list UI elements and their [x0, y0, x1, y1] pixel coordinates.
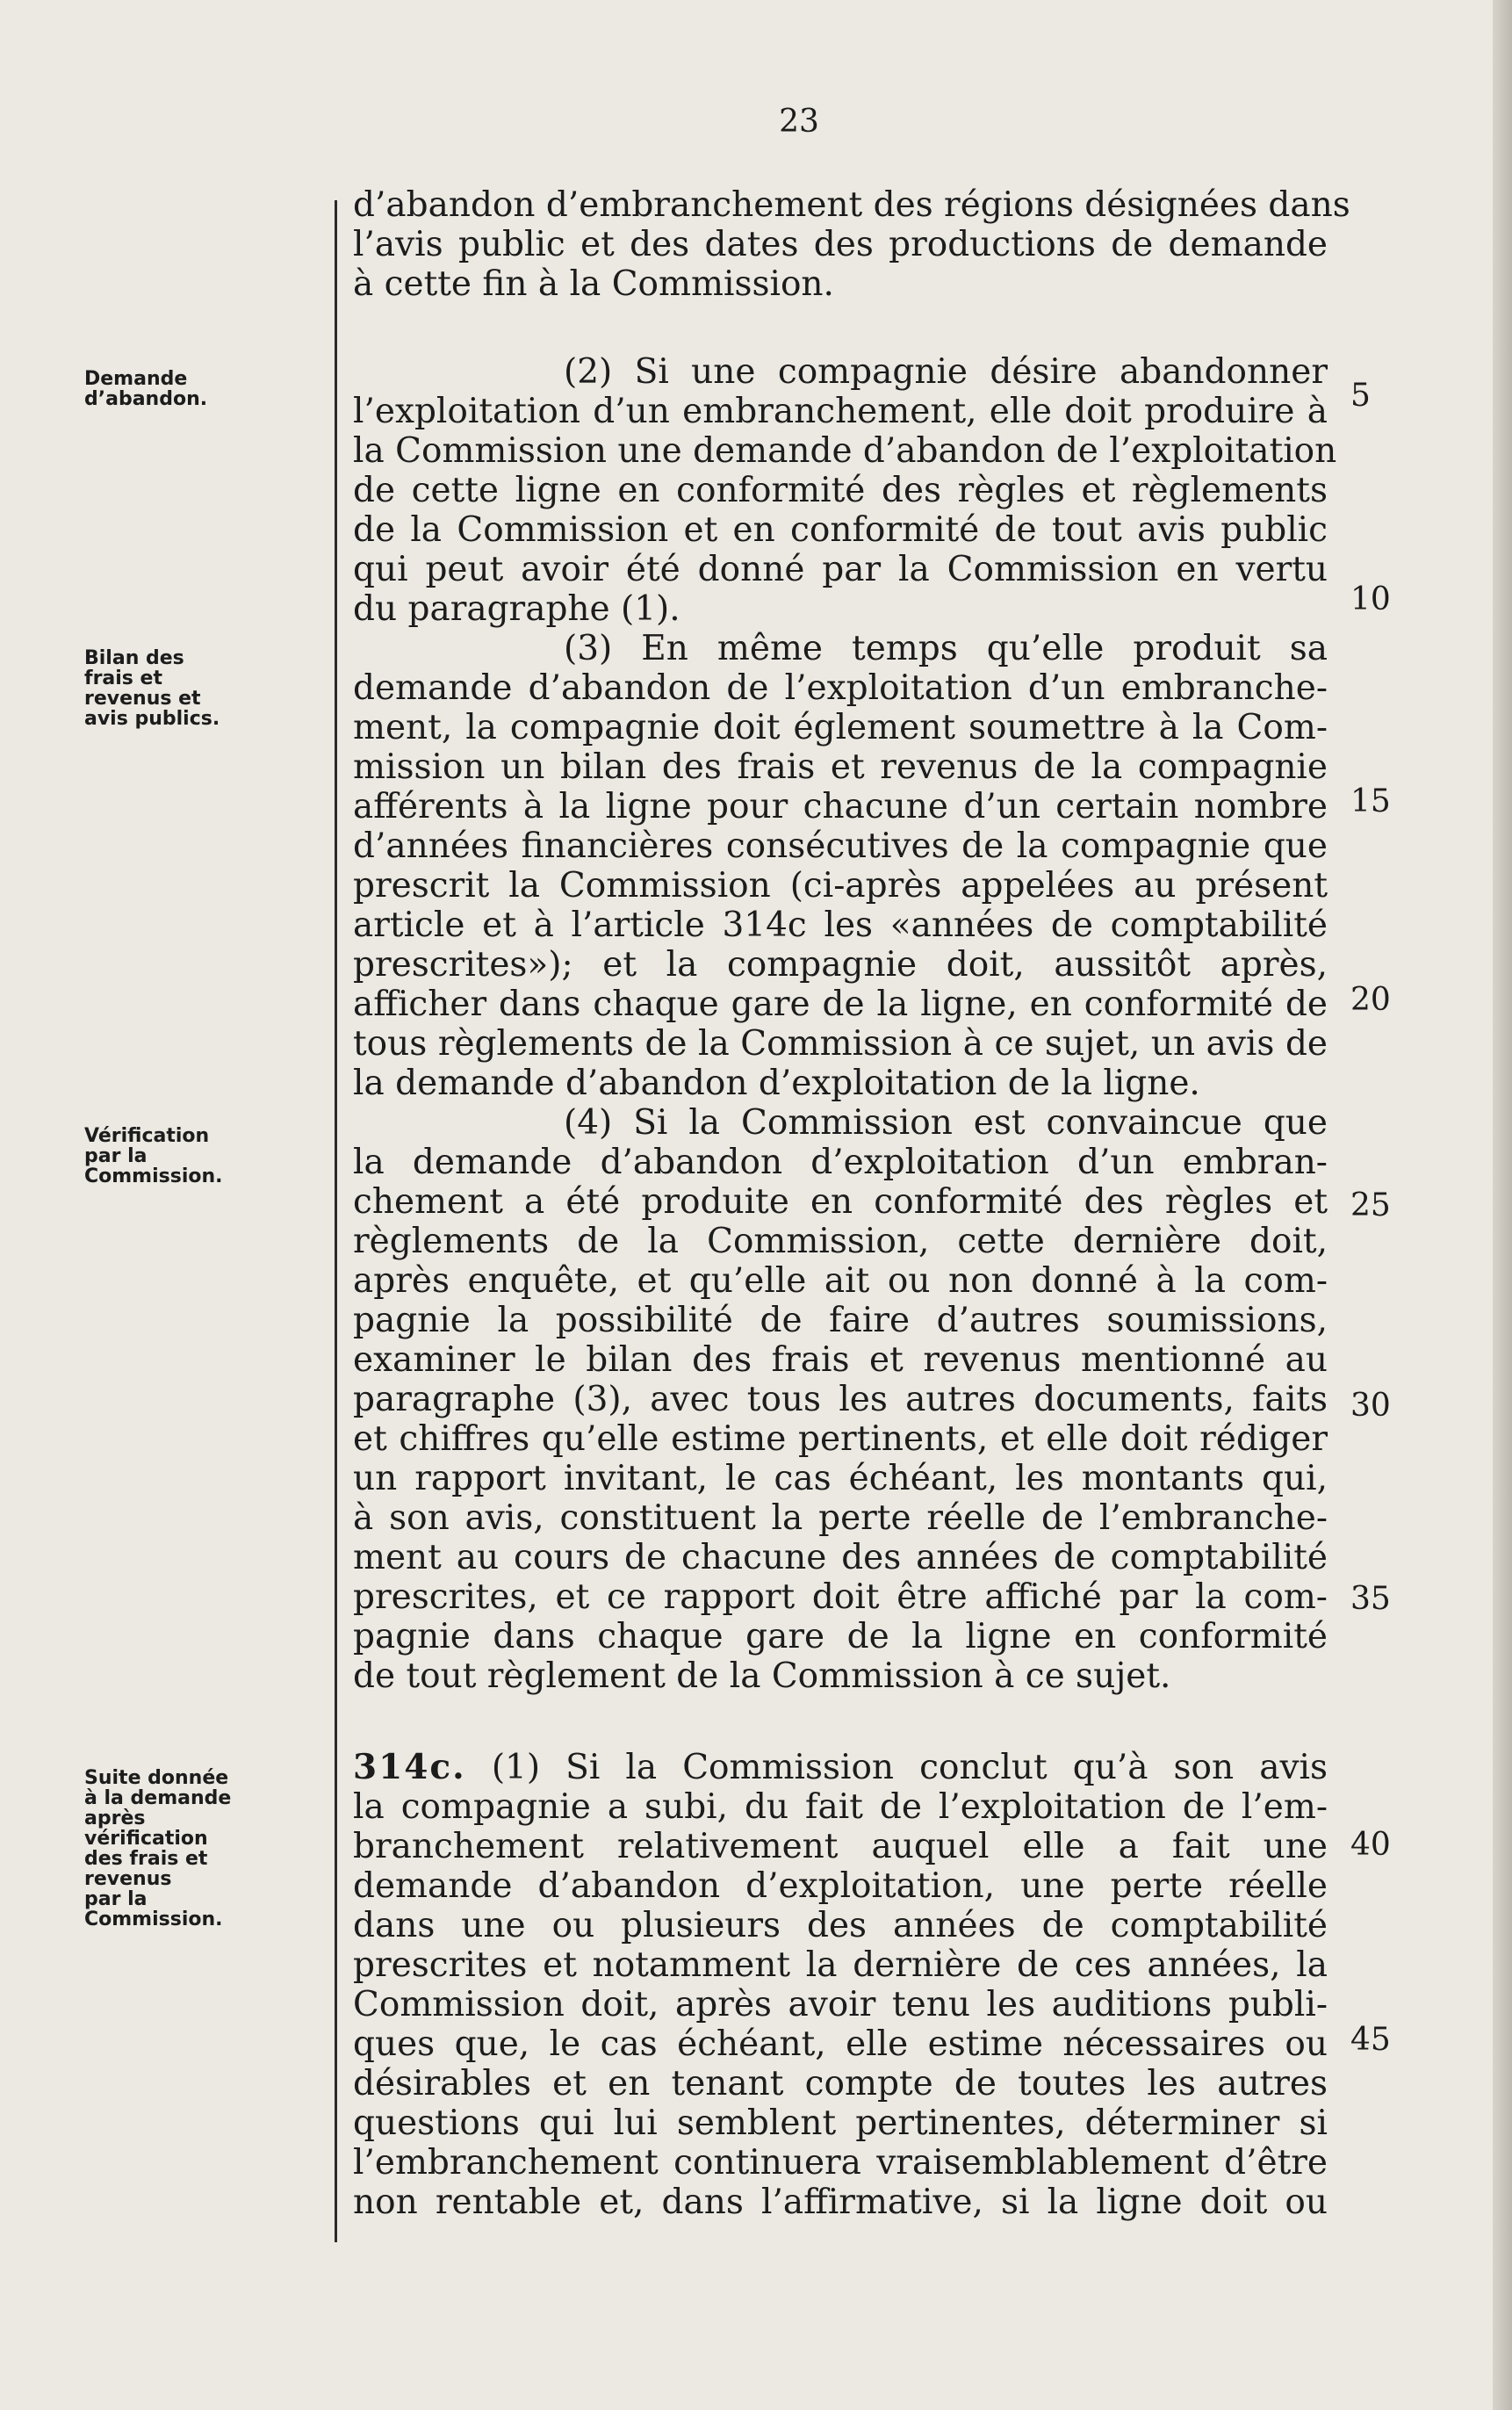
line-number: 10: [1350, 581, 1391, 617]
text-line: prescrites»); et la compagnie doit, aussitôt après,: [353, 945, 1328, 985]
text-line: la Commission une demande d’abandon de l’exploitation: [353, 431, 1337, 471]
text-line: ment, la compagnie doit églement soumettre à la Com-: [353, 708, 1328, 747]
text-line: l’embranchement continuera vraisemblablement d’être: [353, 2143, 1328, 2183]
line-number: 20: [1350, 982, 1391, 1018]
text-line: à son avis, constituent la perte réelle de l’embranche-: [353, 1498, 1328, 1538]
text-line: (4) Si la Commission est convaincue que: [564, 1103, 1328, 1143]
margin-note-line: vérification: [84, 1828, 208, 1850]
line-number: 35: [1350, 1581, 1391, 1617]
margin-note-line: après: [84, 1808, 146, 1829]
text-line: pagnie dans chaque gare de la ligne en conformité: [353, 1617, 1328, 1656]
text-line: branchement relativement auquel elle a fait une: [353, 1827, 1328, 1866]
text-line: [353, 1748, 1328, 1787]
text-line: après enquête, et qu’elle ait ou non donné à la com-: [353, 1261, 1328, 1301]
page-number: 23: [779, 104, 819, 140]
text-line: (2) Si une compagnie désire abandonner: [564, 352, 1328, 392]
margin-note-line: Commission.: [84, 1165, 223, 1187]
margin-note-line: par la: [84, 1145, 148, 1167]
text-line: à cette fin à la Commission.: [353, 264, 834, 304]
text-line: l’exploitation d’un embranchement, elle doit produire à: [353, 392, 1328, 431]
paragraph-continuation: [353, 185, 1350, 304]
margin-rule: [335, 200, 337, 2242]
text-line: afficher dans chaque gare de la ligne, en conformité de: [353, 985, 1328, 1024]
text-line: paragraphe (3), avec tous les autres documents, faits: [353, 1380, 1328, 1419]
text-line: dans une ou plusieurs des années de comptabilité: [353, 1906, 1328, 1945]
margin-note-line: à la demande: [84, 1787, 232, 1809]
margin-note-line: Demande: [84, 368, 188, 390]
page-edge: [1493, 0, 1512, 2410]
text-line: d’années financières consécutives de la compagnie que: [353, 826, 1328, 866]
text-line: demande d’abandon de l’exploitation d’un embranche-: [353, 668, 1328, 708]
text-line: mission un bilan des frais et revenus de la compagnie: [353, 747, 1328, 787]
text-line: ques que, le cas échéant, elle estime nécessaires ou: [353, 2024, 1328, 2064]
text-line: ment au cours de chacune des années de comptabilité: [353, 1538, 1328, 1577]
section-314c: [353, 1748, 1328, 2222]
text-line: prescrites et notamment la dernière de ces années, la: [353, 1945, 1328, 1985]
text-line: un rapport invitant, le cas échéant, les montants qui,: [353, 1459, 1328, 1498]
text-line: pagnie la possibilité de faire d’autres soumissions,: [353, 1301, 1328, 1340]
line-number: 15: [1350, 783, 1391, 819]
line-number: 5: [1350, 378, 1371, 414]
text-line: article et à l’article 314c les «années de comptabilité: [353, 906, 1328, 945]
margin-note-line: Vérification: [84, 1125, 210, 1147]
text-line: de cette ligne en conformité des règles et règlements: [353, 471, 1328, 510]
margin-note-demande: [84, 369, 260, 409]
text-line: examiner le bilan des frais et revenus mentionné au: [353, 1340, 1328, 1380]
text-line: l’avis public et des dates des productions de demande: [353, 225, 1328, 264]
margin-note-line: Suite donnée: [84, 1767, 229, 1789]
paragraph-4: [353, 1103, 1328, 1696]
text-line: d’abandon d’embranchement des régions désignées dans: [353, 185, 1350, 225]
line-number: 45: [1350, 2022, 1391, 2058]
margin-note-suite: [84, 1768, 260, 1930]
text-line: chement a été produite en conformité des règles et: [353, 1182, 1328, 1222]
margin-note-line: d’abandon.: [84, 388, 208, 410]
text-fragment: (1) Si la Commission conclut qu’à son avis: [491, 1748, 1328, 1787]
margin-note-line: Commission.: [84, 1909, 223, 1930]
line-number: 30: [1350, 1388, 1391, 1424]
margin-note-line: revenus et: [84, 688, 201, 710]
text-line: la compagnie a subi, du fait de l’exploitation de l’em-: [353, 1787, 1328, 1827]
margin-note-bilan: [84, 648, 260, 729]
margin-note-line: frais et: [84, 667, 162, 689]
line-number: 40: [1350, 1827, 1391, 1863]
text-line: règlements de la Commission, cette dernière doit,: [353, 1222, 1328, 1261]
margin-note-line: des frais et: [84, 1848, 208, 1870]
text-line: qui peut avoir été donné par la Commission en vertu: [353, 550, 1328, 589]
text-line: tous règlements de la Commission à ce sujet, un avis de: [353, 1024, 1328, 1064]
text-line: et chiffres qu’elle estime pertinents, et elle doit rédiger: [353, 1419, 1328, 1459]
text-line: la demande d’abandon d’exploitation d’un embran-: [353, 1143, 1328, 1182]
text-line: afférents à la ligne pour chacune d’un certain nombre: [353, 787, 1328, 826]
text-line: de tout règlement de la Commission à ce sujet.: [353, 1656, 1171, 1696]
paragraph-3: [353, 629, 1328, 1103]
section-number: 314c.: [353, 1747, 466, 1787]
margin-note-line: revenus: [84, 1868, 172, 1890]
text-line: de la Commission et en conformité de tout avis public: [353, 510, 1328, 550]
text-line: prescrites, et ce rapport doit être affiché par la com-: [353, 1577, 1328, 1617]
text-line: désirables et en tenant compte de toutes les autres: [353, 2064, 1328, 2103]
text-line: (3) En même temps qu’elle produit sa: [564, 629, 1328, 668]
text-line: Commission doit, après avoir tenu les auditions publi-: [353, 1985, 1328, 2024]
text-line: questions qui lui semblent pertinentes, déterminer si: [353, 2103, 1328, 2143]
margin-note-line: par la: [84, 1888, 148, 1910]
text-line: la demande d’abandon d’exploitation de la ligne.: [353, 1064, 1200, 1103]
margin-note-line: Bilan des: [84, 647, 184, 669]
text-line: demande d’abandon d’exploitation, une perte réelle: [353, 1866, 1328, 1906]
text-line: non rentable et, dans l’affirmative, si la ligne doit ou: [353, 2183, 1328, 2222]
text-line: du paragraphe (1).: [353, 589, 680, 629]
paragraph-2: [353, 352, 1337, 629]
line-number: 25: [1350, 1187, 1391, 1223]
text-line: prescrit la Commission (ci-après appelées au présent: [353, 866, 1328, 906]
margin-note-verification: [84, 1126, 260, 1187]
margin-note-line: avis publics.: [84, 708, 220, 730]
